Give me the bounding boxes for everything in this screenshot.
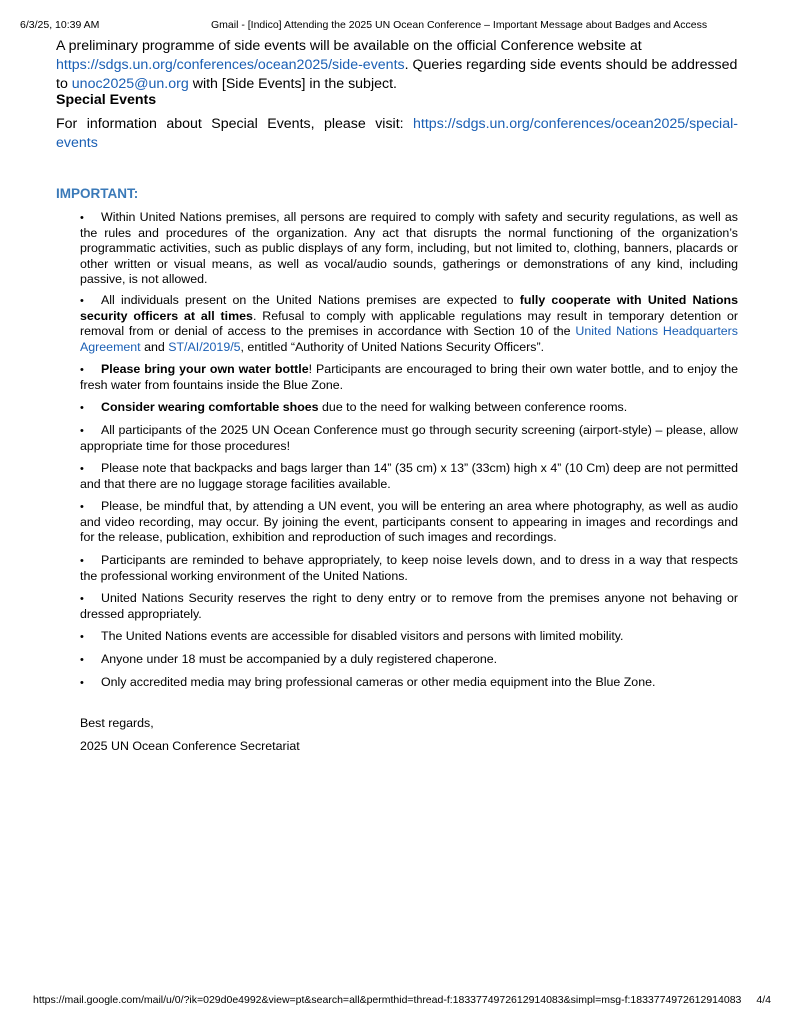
bullet-icon — [80, 293, 101, 309]
list-item: •United Nations Security reserves the right to deny entry or to remove from the premises anyone not behaving or dressed appropriately. — [80, 591, 738, 621]
list-item: •Participants are reminded to behave appropriately, to keep noise levels down, and to dress in a way that respects the professional working environment of the United Nations. — [80, 553, 738, 583]
list-item: •All individuals present on the United Nations premises are expected to fully cooperate with United Nations security officers at all times. Refusal to comply with applicable regulations may result in temporary detention or removal from or denial of access to the premises in accordance with Section 10 of the United Nations Headquarters Agreement and ST/AI/2019/5, entitled “Authority of United Nations Security Officers”. — [80, 293, 738, 354]
bullet-icon — [80, 400, 101, 416]
bullet-icon — [80, 629, 101, 645]
special-events-paragraph: For information about Special Events, please visit: https://sdgs.un.org/conferences/ocean2025/special-events — [56, 116, 738, 151]
important-list — [80, 210, 738, 690]
bullet-icon — [80, 461, 101, 477]
bullet-icon — [80, 210, 101, 226]
un-hq-agreement-link[interactable]: United Nations Headquarters Agreement — [80, 324, 738, 354]
list-item: •All participants of the 2025 UN Ocean Conference must go through security screening (airport-style) – please, allow appropriate time for those procedures! — [80, 423, 738, 453]
side-events-link[interactable]: https://sdgs.un.org/conferences/ocean2025/side-events — [56, 57, 405, 73]
bullet-icon — [80, 362, 101, 378]
signature: 2025 UN Ocean Conference Secretariat — [80, 739, 300, 753]
list-item: •The United Nations events are accessible for disabled visitors and persons with limited mobility. — [80, 629, 738, 644]
print-footer — [33, 994, 771, 1006]
bullet-icon — [80, 591, 101, 607]
bullet-icon — [80, 423, 101, 439]
list-item: •Only accredited media may bring professional cameras or other media equipment into the Blue Zone. — [80, 675, 738, 690]
list-item: •Please bring your own water bottle! Participants are encouraged to bring their own water bottle, and to enjoy the fresh water from fountains inside the Blue Zone. — [80, 362, 738, 392]
bullet-icon — [80, 553, 101, 569]
special-events-link[interactable]: https://sdgs.un.org/conferences/ocean2025/special-events — [56, 116, 738, 151]
st-ai-link[interactable]: ST/AI/2019/5 — [168, 339, 241, 354]
print-url: https://mail.google.com/mail/u/0/?ik=029d0e4992&view=pt&search=all&permthid=thread-f:1833774972612914083&simpl=msg-f:1833774972612914083 — [33, 994, 742, 1006]
important-heading: IMPORTANT: — [56, 186, 139, 201]
page-number: 4/4 — [756, 994, 771, 1006]
bullet-icon — [80, 675, 101, 691]
email-link[interactable]: unoc2025@un.org — [71, 76, 189, 92]
list-item: •Consider wearing comfortable shoes due to the need for walking between conference rooms. — [80, 400, 738, 415]
list-item: •Anyone under 18 must be accompanied by a duly registered chaperone. — [80, 652, 738, 667]
print-title: Gmail - [Indico] Attending the 2025 UN Ocean Conference – Important Message about Badges and Access — [211, 19, 708, 31]
list-item: •Please, be mindful that, by attending a UN event, you will be entering an area where photography, as well as audio and video recording, may occur. By joining the event, participants consent to appearing in images and recordings and for the release, publication, exhibition and reproduction of such images and recordings. — [80, 499, 738, 545]
list-item: •Within United Nations premises, all persons are required to comply with safety and security regulations, as well as the rules and procedures of the organization. Any act that disrupts the normal functioning of the organization’s programmatic activities, such as public displays of any form, including, but not limited to, clothing, banners, placards or other written or visual means, as well as vocal/audio sounds, gatherings or demonstrations of any kind, including passive, is not allowed. — [80, 210, 738, 285]
closing-regards: Best regards, — [80, 716, 154, 730]
print-datetime: 6/3/25, 10:39 AM — [20, 19, 100, 31]
list-item: •Please note that backpacks and bags larger than 14” (35 cm) x 13” (33cm) high x 4” (10 Cm) deep are not permitted and that there are no luggage storage facilities available. — [80, 461, 738, 491]
side-events-paragraph: A preliminary programme of side events will be available on the official Conference website at https://sdgs.un.org/conferences/ocean2025/side-events. Queries regarding side events should be addressed to unoc2025@un.org with [Side Events] in the subject. — [56, 38, 738, 92]
bullet-icon — [80, 499, 101, 515]
special-events-heading: Special Events — [56, 92, 157, 108]
bullet-icon — [80, 652, 101, 668]
